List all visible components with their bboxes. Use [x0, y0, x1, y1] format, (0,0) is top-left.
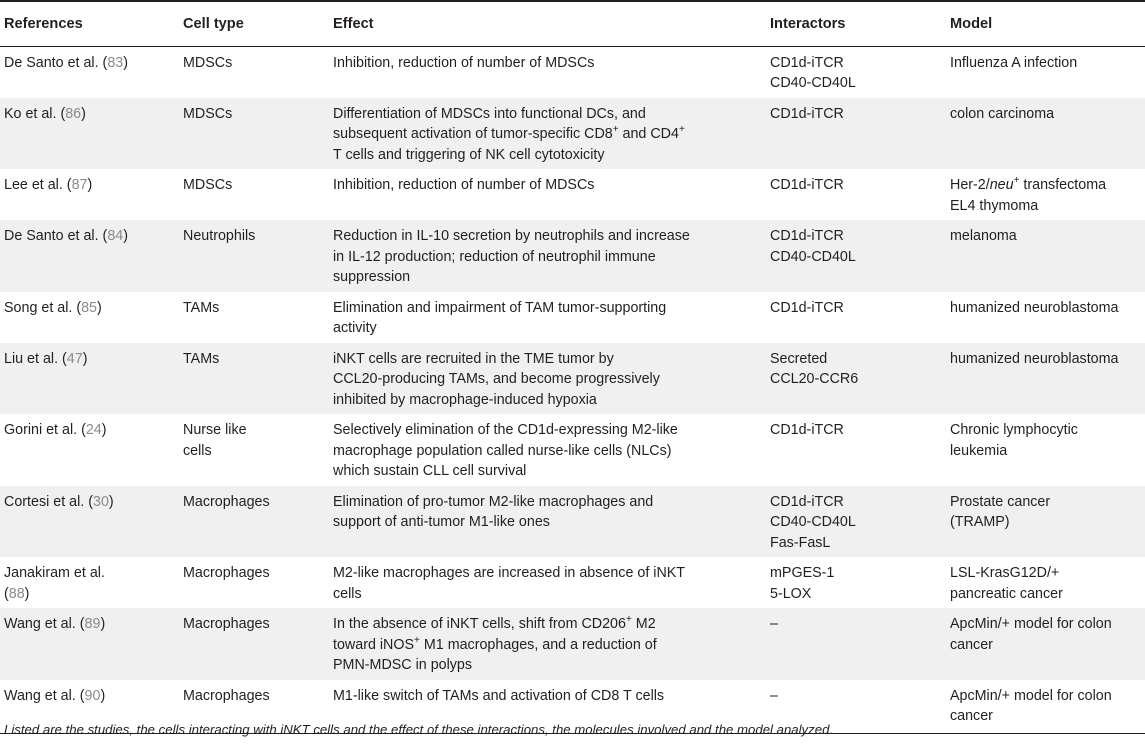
cell-type: MDSCs: [179, 98, 329, 170]
table-row: [0, 98, 1145, 170]
effect-cell: Elimination of pro-tumor M2-like macrophages and support of anti-tumor M1-like ones: [329, 486, 766, 558]
cell-type: Nurse like cells: [183, 422, 247, 459]
reference-cell: Gorini et al. (24): [4, 422, 107, 438]
citation-link[interactable]: 24: [85, 422, 102, 438]
reference-cell: Wang et al. (89): [0, 608, 179, 680]
citation-link[interactable]: 85: [81, 299, 97, 316]
effect-cell: iNKT cells are recruited in the TME tumor by CCL20-producing TAMs, and become progressively inhibited by macrophage-induced hypoxia: [329, 343, 766, 415]
header-interactors: Interactors: [766, 1, 946, 46]
interactors-cell: –: [766, 608, 946, 680]
interactors-cell: CD1d-iTCR: [770, 299, 844, 316]
interactors-cell: CD1d-iTCR: [766, 98, 946, 170]
reference-cell: Ko et al. (86): [0, 98, 179, 170]
citation-link[interactable]: 47: [66, 350, 83, 367]
cell-type: Macrophages: [179, 486, 329, 558]
citation-link[interactable]: 88: [8, 585, 25, 602]
effect-cell: In the absence of iNKT cells, shift from CD206+ M2 toward iNOS+ M1 macrophages, and a reduction of PMN-MDSC in polyps: [329, 608, 766, 680]
table-row: [0, 220, 1145, 292]
table-row: [0, 486, 1145, 558]
header-references: References: [0, 1, 179, 46]
effect-cell: Differentiation of MDSCs into functional DCs, and subsequent activation of tumor-specific CD8+ and CD4+ T cells and triggering of NK cell cytotoxicity: [329, 98, 766, 170]
reference-cell: Wang et al. (90): [0, 680, 179, 734]
reference-cell: De Santo et al. (84): [0, 220, 179, 292]
table-row: [0, 414, 1145, 486]
interactors-cell: CD1d-iTCR: [770, 177, 844, 193]
table-footnote: Listed are the studies, the cells interacting with iNKT cells and the effect of these interactions, the molecules involved and the model analyzed.: [4, 722, 834, 737]
model-cell: humanized neuroblastoma: [946, 343, 1145, 415]
model-cell: Influenza A infection: [950, 54, 1078, 71]
effect-cell: Elimination and impairment of TAM tumor-supporting activity: [333, 299, 667, 336]
model-cell: Prostate cancer (TRAMP): [946, 486, 1145, 558]
interactors-cell: CD1d-iTCR CD40-CD40L: [770, 54, 856, 91]
model-cell: Her-2/neu+ transfectoma EL4 thymoma: [950, 175, 1107, 214]
cell-type: MDSCs: [183, 54, 233, 71]
citation-link[interactable]: 90: [84, 687, 101, 704]
interactors-cell: CD1d-iTCR: [770, 422, 844, 438]
table-row: [0, 46, 1145, 98]
reference-cell: Janakiram et al. (88): [4, 565, 105, 602]
citation-link[interactable]: 84: [107, 228, 124, 244]
cell-type: TAMs: [179, 343, 329, 415]
interactors-cell: CD1d-iTCR CD40-CD40L Fas-FasL: [766, 486, 946, 558]
table-row: [0, 169, 1145, 220]
cell-type: Macrophages: [179, 608, 329, 680]
interactors-cell: mPGES-1 5-LOX: [770, 565, 835, 602]
reference-cell: De Santo et al. (83): [4, 54, 128, 71]
model-cell: ApcMin/+ model for colon cancer: [946, 608, 1145, 680]
citation-link[interactable]: 86: [65, 105, 82, 122]
table-header: [0, 1, 1145, 46]
header-cell-type: Cell type: [179, 1, 329, 46]
table-row: [0, 343, 1145, 415]
reference-cell: Liu et al. (47): [0, 343, 179, 415]
interactors-cell: Secreted CCL20-CCR6: [766, 343, 946, 415]
model-cell: Chronic lymphocytic leukemia: [950, 422, 1078, 459]
reference-cell: Song et al. (85): [4, 299, 102, 316]
effect-cell: Selectively elimination of the CD1d-expressing M2-like macrophage population called nurse-like cells (NLCs) which sustain CLL cell survival: [333, 422, 678, 479]
model-cell: ApcMin/+ model for colon cancer: [946, 680, 1145, 734]
effect-cell: Inhibition, reduction of number of MDSCs: [333, 54, 595, 71]
model-cell: colon carcinoma: [946, 98, 1145, 170]
citation-link[interactable]: 30: [93, 493, 109, 510]
model-cell: humanized neuroblastoma: [950, 299, 1119, 316]
header-effect: Effect: [329, 1, 766, 46]
effect-cell: M2-like macrophages are increased in absence of iNKT cells: [333, 565, 686, 602]
effect-cell: Reduction in IL-10 secretion by neutrophils and increase in IL-12 production; reduction of neutrophil immune suppression: [329, 220, 766, 292]
citation-link[interactable]: 83: [107, 54, 124, 71]
header-model: Model: [946, 1, 1145, 46]
citation-link[interactable]: 89: [84, 616, 101, 632]
cell-type: Macrophages: [179, 680, 329, 734]
reference-cell: Cortesi et al. (30): [0, 486, 179, 558]
table-row: [0, 292, 1145, 343]
citation-link[interactable]: 87: [71, 177, 88, 193]
table-row: [0, 608, 1145, 680]
model-cell: melanoma: [946, 220, 1145, 292]
reference-cell: Lee et al. (87): [4, 177, 93, 193]
cell-type: Macrophages: [183, 565, 270, 581]
interactors-cell: CD1d-iTCR CD40-CD40L: [766, 220, 946, 292]
model-cell: LSL-KrasG12D/+ pancreatic cancer: [950, 565, 1063, 602]
effect-cell: M1-like switch of TAMs and activation of CD8 T cells: [329, 680, 766, 734]
interactors-cell: –: [766, 680, 946, 734]
effect-cell: Inhibition, reduction of number of MDSCs: [333, 177, 595, 193]
cell-type: Neutrophils: [179, 220, 329, 292]
cell-type: MDSCs: [183, 177, 233, 193]
table-row: [0, 557, 1145, 608]
cell-type: TAMs: [183, 299, 220, 316]
